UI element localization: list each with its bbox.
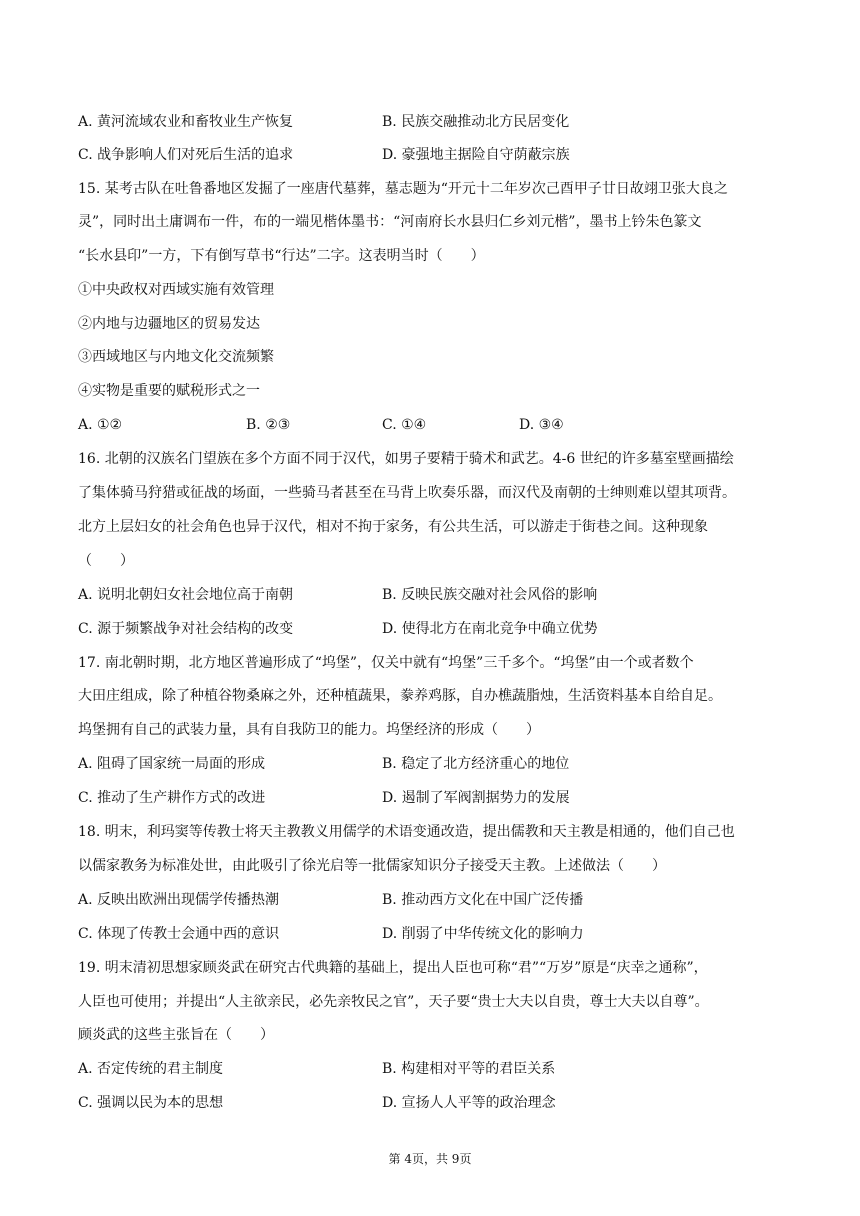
q15-item: ④实物是重要的赋税形式之一 bbox=[78, 383, 260, 399]
q15-item: ③西域地区与内地文化交流频繁 bbox=[78, 349, 274, 365]
q14-option-b: B. 民族交融推动北方民居变化 bbox=[382, 114, 570, 130]
q17-option-a: A. 阻碍了国家统一局面的形成 bbox=[78, 756, 266, 772]
q16-option-b: B. 反映民族交融对社会风俗的影响 bbox=[382, 587, 598, 603]
q16-stem-line: 北方上层妇女的社会角色也异于汉代，相对不拘于家务，有公共生活，可以游走于街巷之间。这种现象 bbox=[78, 519, 708, 535]
q15-option-b: B. ②③ bbox=[246, 417, 291, 433]
q19-option-d: D. 宣扬人人平等的政治理念 bbox=[382, 1095, 556, 1111]
q17-option-d: D. 遏制了军阀割据势力的发展 bbox=[382, 790, 570, 806]
q18-stem-line: 18. 明末，利玛窦等传教士将天主教教义用儒学的术语变通改造，提出儒教和天主教是相通的，他们自己也 bbox=[78, 824, 735, 840]
q15-option-d: D. ③④ bbox=[519, 417, 564, 433]
q15-option-a: A. ①② bbox=[78, 417, 123, 433]
q16-stem-line: 了集体骑马狩猎或征战的场面，一些骑马者甚至在马背上吹奏乐器，而汉代及南朝的士绅则难以望其项背。 bbox=[78, 485, 736, 501]
q19-option-a: A. 否定传统的君主制度 bbox=[78, 1061, 224, 1077]
q17-stem-line: 大田庄组成，除了种植谷物桑麻之外，还种植蔬果，豢养鸡豚，自办樵蔬脂烛，生活资料基本自给自足。 bbox=[78, 688, 722, 704]
q19-option-b: B. 构建相对平等的君臣关系 bbox=[382, 1061, 556, 1077]
q15-option-c: C. ①④ bbox=[382, 417, 427, 433]
page-footer: 第 4页，共 9页 bbox=[388, 1152, 472, 1166]
q18-option-c: C. 体现了传教士会通中西的意识 bbox=[78, 926, 280, 942]
q15-item: ①中央政权对西域实施有效管理 bbox=[78, 282, 274, 298]
q16-option-d: D. 使得北方在南北竞争中确立优势 bbox=[382, 621, 598, 637]
q17-stem-line: 17. 南北朝时期，北方地区普遍形成了“坞堡”，仅关中就有“坞堡”三千多个。“坞堡”由一个或者数个 bbox=[78, 655, 694, 671]
q16-stem-line: （ ） bbox=[78, 553, 134, 569]
q14-option-c: C. 战争影响人们对死后生活的追求 bbox=[78, 147, 294, 163]
q19-stem-line: 顾炎武的这些主张旨在（ ） bbox=[78, 1027, 274, 1043]
q16-option-c: C. 源于频繁战争对社会结构的改变 bbox=[78, 621, 294, 637]
q17-option-c: C. 推动了生产耕作方式的改进 bbox=[78, 790, 266, 806]
q19-stem-line: 19. 明末清初思想家顾炎武在研究古代典籍的基础上，提出人臣也可称“君”“万岁”原是“庆幸之通称”， bbox=[78, 960, 708, 976]
q17-stem-line: 坞堡拥有自己的武装力量，具有自我防卫的能力。坞堡经济的形成（ ） bbox=[78, 722, 540, 738]
q18-stem-line: 以儒家教务为标准处世，由此吸引了徐光启等一批儒家知识分子接受天主教。上述做法（ ） bbox=[78, 858, 666, 874]
q15-stem-line: 灵”，同时出土庸调布一件，布的一端见楷体墨书：“河南府长水县归仁乡刘元楷”，墨书上钤朱色篆文 bbox=[78, 214, 702, 230]
q14-option-a: A. 黄河流域农业和畜牧业生产恢复 bbox=[78, 114, 294, 130]
q19-option-c: C. 强调以民为本的思想 bbox=[78, 1095, 224, 1111]
q17-option-b: B. 稳定了北方经济重心的地位 bbox=[382, 756, 570, 772]
q16-option-a: A. 说明北朝妇女社会地位高于南朝 bbox=[78, 587, 294, 603]
q18-option-a: A. 反映出欧洲出现儒学传播热潮 bbox=[78, 892, 280, 908]
q16-stem-line: 16. 北朝的汉族名门望族在多个方面不同于汉代，如男子要精于骑术和武艺。4-6 世纪的许多墓室壁画描绘 bbox=[78, 451, 734, 467]
q15-stem-line: 15. 某考古队在吐鲁番地区发掘了一座唐代墓葬，墓志题为“开元十二年岁次己酉甲子廿日故翊卫张大良之 bbox=[78, 181, 728, 197]
q18-option-b: B. 推动西方文化在中国广泛传播 bbox=[382, 892, 584, 908]
q18-option-d: D. 削弱了中华传统文化的影响力 bbox=[382, 926, 584, 942]
q15-item: ②内地与边疆地区的贸易发达 bbox=[78, 316, 260, 332]
q15-stem-line: “长水县印”一方，下有倒写草书“行达”二字。这表明当时（ ） bbox=[78, 248, 485, 264]
q19-stem-line: 人臣也可使用；并提出“人主欲亲民，必先亲牧民之官”，天子要“贵士大夫以自贵，尊士大夫以自尊”。 bbox=[78, 994, 709, 1010]
q14-option-d: D. 豪强地主据险自守荫蔽宗族 bbox=[382, 147, 570, 163]
